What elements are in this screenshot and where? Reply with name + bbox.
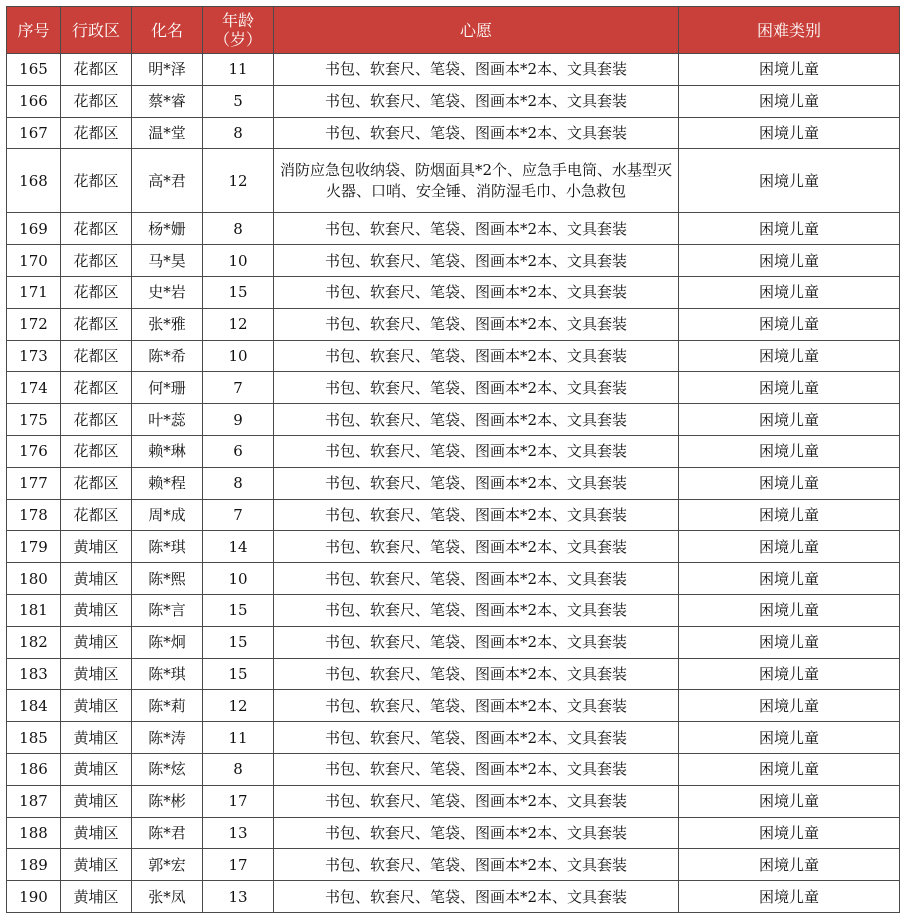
cell-district: 黄埔区 (61, 594, 132, 626)
cell-wish: 书包、软套尺、笔袋、图画本*2本、文具套装 (274, 245, 679, 277)
table-row (7, 276, 900, 308)
cell-district: 花都区 (61, 372, 132, 404)
cell-alias: 陈*君 (132, 817, 203, 849)
cell-age: 5 (203, 85, 274, 117)
cell-alias: 周*成 (132, 499, 203, 531)
cell-district: 黄埔区 (61, 881, 132, 913)
table-row (7, 594, 900, 626)
cell-alias: 陈*言 (132, 594, 203, 626)
cell-alias: 何*珊 (132, 372, 203, 404)
cell-age: 8 (203, 467, 274, 499)
cell-alias: 赖*琳 (132, 435, 203, 467)
cell-age: 7 (203, 372, 274, 404)
cell-index: 175 (7, 404, 61, 436)
cell-index: 172 (7, 308, 61, 340)
table-row (7, 499, 900, 531)
cell-index: 178 (7, 499, 61, 531)
cell-category: 困境儿童 (679, 849, 900, 881)
table-row (7, 690, 900, 722)
header-age-line1: 年龄 (221, 11, 254, 30)
table-row (7, 881, 900, 913)
cell-district: 花都区 (61, 117, 132, 149)
cell-district: 花都区 (61, 435, 132, 467)
cell-alias: 陈*熙 (132, 563, 203, 595)
cell-wish: 书包、软套尺、笔袋、图画本*2本、文具套装 (274, 340, 679, 372)
cell-index: 169 (7, 213, 61, 245)
cell-alias: 陈*炯 (132, 626, 203, 658)
cell-district: 花都区 (61, 308, 132, 340)
cell-wish: 书包、软套尺、笔袋、图画本*2本、文具套装 (274, 690, 679, 722)
cell-category: 困境儿童 (679, 435, 900, 467)
table-row (7, 785, 900, 817)
cell-age: 15 (203, 276, 274, 308)
header-alias: 化名 (132, 7, 203, 54)
cell-category: 困境儿童 (679, 626, 900, 658)
cell-alias: 明*泽 (132, 54, 203, 86)
cell-age: 13 (203, 817, 274, 849)
cell-age: 11 (203, 722, 274, 754)
table-row (7, 753, 900, 785)
header-index: 序号 (7, 7, 61, 54)
cell-alias: 叶*蕊 (132, 404, 203, 436)
cell-alias: 陈*琪 (132, 531, 203, 563)
cell-category: 困境儿童 (679, 690, 900, 722)
table-row (7, 467, 900, 499)
cell-wish: 书包、软套尺、笔袋、图画本*2本、文具套装 (274, 213, 679, 245)
cell-age: 8 (203, 753, 274, 785)
cell-age: 8 (203, 117, 274, 149)
cell-alias: 马*昊 (132, 245, 203, 277)
cell-alias: 杨*姗 (132, 213, 203, 245)
cell-district: 花都区 (61, 404, 132, 436)
table-row (7, 149, 900, 213)
table-row (7, 54, 900, 86)
cell-age: 12 (203, 690, 274, 722)
cell-wish: 书包、软套尺、笔袋、图画本*2本、文具套装 (274, 785, 679, 817)
cell-district: 黄埔区 (61, 722, 132, 754)
cell-index: 183 (7, 658, 61, 690)
cell-age: 12 (203, 308, 274, 340)
cell-category: 困境儿童 (679, 531, 900, 563)
table-row (7, 626, 900, 658)
cell-index: 174 (7, 372, 61, 404)
cell-wish: 书包、软套尺、笔袋、图画本*2本、文具套装 (274, 626, 679, 658)
wish-list-table (6, 6, 900, 913)
cell-category: 困境儿童 (679, 117, 900, 149)
cell-wish: 书包、软套尺、笔袋、图画本*2本、文具套装 (274, 722, 679, 754)
cell-alias: 史*岩 (132, 276, 203, 308)
cell-age: 13 (203, 881, 274, 913)
table-row (7, 372, 900, 404)
table-row (7, 531, 900, 563)
cell-district: 黄埔区 (61, 626, 132, 658)
cell-index: 188 (7, 817, 61, 849)
cell-district: 黄埔区 (61, 817, 132, 849)
cell-category: 困境儿童 (679, 658, 900, 690)
cell-index: 186 (7, 753, 61, 785)
cell-index: 176 (7, 435, 61, 467)
cell-age: 14 (203, 531, 274, 563)
cell-district: 黄埔区 (61, 690, 132, 722)
cell-wish: 书包、软套尺、笔袋、图画本*2本、文具套装 (274, 881, 679, 913)
cell-category: 困境儿童 (679, 722, 900, 754)
cell-age: 15 (203, 658, 274, 690)
cell-alias: 蔡*睿 (132, 85, 203, 117)
cell-wish: 书包、软套尺、笔袋、图画本*2本、文具套装 (274, 85, 679, 117)
cell-index: 181 (7, 594, 61, 626)
cell-age: 11 (203, 54, 274, 86)
header-district: 行政区 (61, 7, 132, 54)
table-row (7, 117, 900, 149)
cell-wish: 消防应急包收纳袋、防烟面具*2个、应急手电筒、水基型灭火器、口哨、安全锤、消防湿毛巾、小急救包 (274, 149, 679, 213)
cell-district: 黄埔区 (61, 563, 132, 595)
cell-index: 180 (7, 563, 61, 595)
cell-alias: 郭*宏 (132, 849, 203, 881)
cell-category: 困境儿童 (679, 785, 900, 817)
cell-alias: 高*君 (132, 149, 203, 213)
cell-alias: 张*雅 (132, 308, 203, 340)
cell-district: 花都区 (61, 85, 132, 117)
cell-index: 189 (7, 849, 61, 881)
cell-category: 困境儿童 (679, 817, 900, 849)
cell-district: 黄埔区 (61, 785, 132, 817)
cell-age: 15 (203, 594, 274, 626)
cell-index: 167 (7, 117, 61, 149)
cell-age: 17 (203, 785, 274, 817)
cell-alias: 陈*涛 (132, 722, 203, 754)
cell-alias: 陈*彬 (132, 785, 203, 817)
cell-wish: 书包、软套尺、笔袋、图画本*2本、文具套装 (274, 531, 679, 563)
cell-category: 困境儿童 (679, 213, 900, 245)
cell-category: 困境儿童 (679, 753, 900, 785)
cell-wish: 书包、软套尺、笔袋、图画本*2本、文具套装 (274, 563, 679, 595)
cell-district: 花都区 (61, 213, 132, 245)
cell-wish: 书包、软套尺、笔袋、图画本*2本、文具套装 (274, 372, 679, 404)
cell-age: 10 (203, 563, 274, 595)
table-row (7, 563, 900, 595)
cell-category: 困境儿童 (679, 563, 900, 595)
cell-category: 困境儿童 (679, 594, 900, 626)
cell-age: 6 (203, 435, 274, 467)
cell-age: 15 (203, 626, 274, 658)
cell-district: 黄埔区 (61, 849, 132, 881)
cell-index: 168 (7, 149, 61, 213)
cell-age: 12 (203, 149, 274, 213)
cell-age: 8 (203, 213, 274, 245)
cell-wish: 书包、软套尺、笔袋、图画本*2本、文具套装 (274, 658, 679, 690)
cell-category: 困境儿童 (679, 499, 900, 531)
cell-wish: 书包、软套尺、笔袋、图画本*2本、文具套装 (274, 594, 679, 626)
table-row (7, 85, 900, 117)
cell-wish: 书包、软套尺、笔袋、图画本*2本、文具套装 (274, 435, 679, 467)
cell-index: 187 (7, 785, 61, 817)
cell-wish: 书包、软套尺、笔袋、图画本*2本、文具套装 (274, 849, 679, 881)
cell-district: 花都区 (61, 499, 132, 531)
cell-category: 困境儿童 (679, 372, 900, 404)
cell-wish: 书包、软套尺、笔袋、图画本*2本、文具套装 (274, 54, 679, 86)
cell-alias: 陈*炫 (132, 753, 203, 785)
cell-alias: 陈*莉 (132, 690, 203, 722)
table-row (7, 340, 900, 372)
cell-wish: 书包、软套尺、笔袋、图画本*2本、文具套装 (274, 404, 679, 436)
cell-alias: 温*堂 (132, 117, 203, 149)
table-header-row (7, 7, 900, 54)
header-age-line2: （岁） (213, 30, 262, 49)
cell-district: 黄埔区 (61, 658, 132, 690)
cell-wish: 书包、软套尺、笔袋、图画本*2本、文具套装 (274, 467, 679, 499)
cell-district: 花都区 (61, 467, 132, 499)
cell-district: 花都区 (61, 276, 132, 308)
cell-category: 困境儿童 (679, 245, 900, 277)
cell-age: 10 (203, 340, 274, 372)
table-row (7, 849, 900, 881)
header-wish: 心愿 (274, 7, 679, 54)
cell-category: 困境儿童 (679, 467, 900, 499)
cell-index: 190 (7, 881, 61, 913)
cell-alias: 陈*希 (132, 340, 203, 372)
cell-category: 困境儿童 (679, 276, 900, 308)
cell-index: 179 (7, 531, 61, 563)
cell-category: 困境儿童 (679, 881, 900, 913)
wish-list-table-container (6, 6, 899, 913)
cell-wish: 书包、软套尺、笔袋、图画本*2本、文具套装 (274, 308, 679, 340)
table-row (7, 308, 900, 340)
cell-index: 166 (7, 85, 61, 117)
cell-wish: 书包、软套尺、笔袋、图画本*2本、文具套装 (274, 276, 679, 308)
cell-category: 困境儿童 (679, 308, 900, 340)
cell-alias: 赖*程 (132, 467, 203, 499)
cell-index: 170 (7, 245, 61, 277)
header-age (203, 7, 274, 54)
cell-wish: 书包、软套尺、笔袋、图画本*2本、文具套装 (274, 499, 679, 531)
cell-district: 花都区 (61, 245, 132, 277)
table-row (7, 658, 900, 690)
cell-category: 困境儿童 (679, 149, 900, 213)
cell-district: 花都区 (61, 149, 132, 213)
table-row (7, 722, 900, 754)
table-body (7, 54, 900, 913)
cell-wish: 书包、软套尺、笔袋、图画本*2本、文具套装 (274, 817, 679, 849)
cell-category: 困境儿童 (679, 404, 900, 436)
cell-category: 困境儿童 (679, 340, 900, 372)
table-row (7, 213, 900, 245)
cell-district: 花都区 (61, 54, 132, 86)
cell-category: 困境儿童 (679, 85, 900, 117)
cell-district: 黄埔区 (61, 753, 132, 785)
header-category: 困难类别 (679, 7, 900, 54)
table-row (7, 404, 900, 436)
cell-age: 10 (203, 245, 274, 277)
cell-district: 黄埔区 (61, 531, 132, 563)
cell-index: 184 (7, 690, 61, 722)
cell-age: 9 (203, 404, 274, 436)
cell-index: 185 (7, 722, 61, 754)
cell-index: 171 (7, 276, 61, 308)
cell-index: 165 (7, 54, 61, 86)
table-row (7, 245, 900, 277)
cell-index: 173 (7, 340, 61, 372)
cell-alias: 陈*琪 (132, 658, 203, 690)
cell-district: 花都区 (61, 340, 132, 372)
cell-age: 17 (203, 849, 274, 881)
cell-age: 7 (203, 499, 274, 531)
table-row (7, 817, 900, 849)
cell-category: 困境儿童 (679, 54, 900, 86)
table-row (7, 435, 900, 467)
cell-index: 182 (7, 626, 61, 658)
cell-index: 177 (7, 467, 61, 499)
cell-alias: 张*凤 (132, 881, 203, 913)
cell-wish: 书包、软套尺、笔袋、图画本*2本、文具套装 (274, 117, 679, 149)
cell-wish: 书包、软套尺、笔袋、图画本*2本、文具套装 (274, 753, 679, 785)
